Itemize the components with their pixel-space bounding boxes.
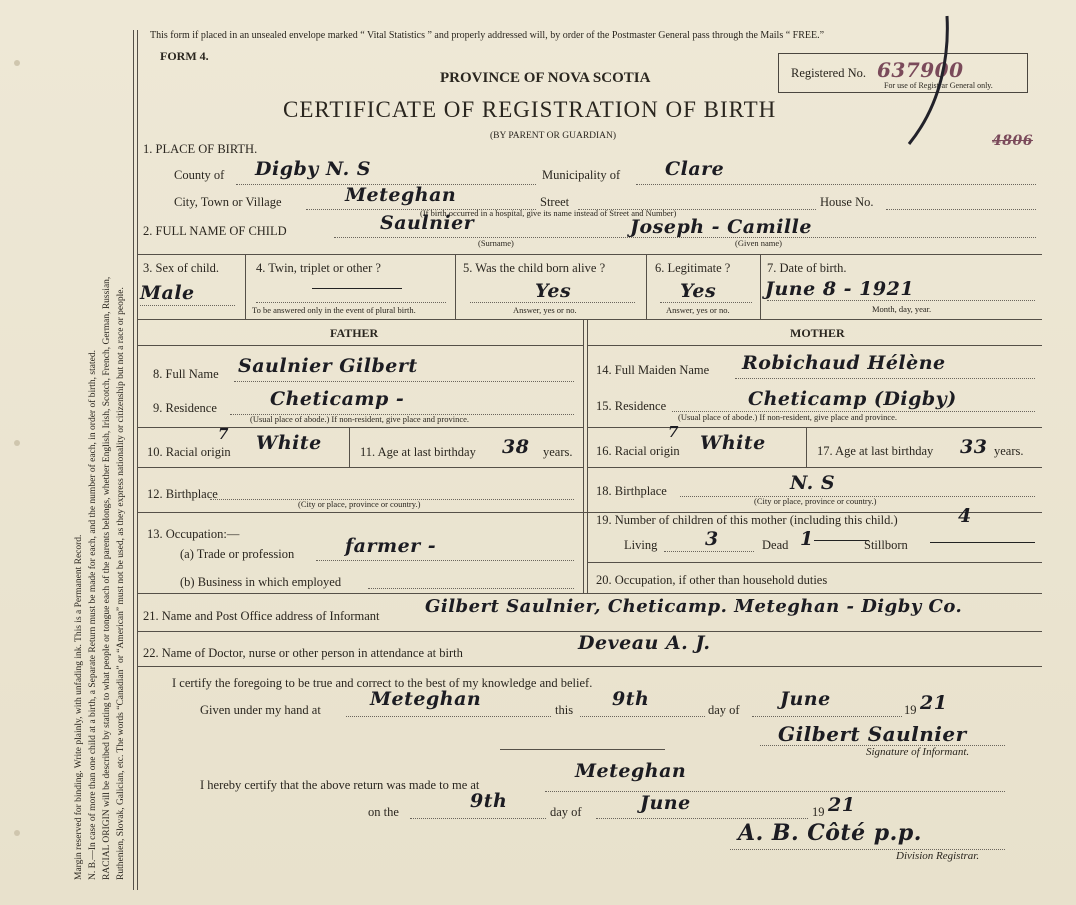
margin-line-4: Ruthenien, Slovak, Galician, etc. The words “Canadian” or “American” must not be used, as they express nationality or citizenship but not a race or people. — [116, 287, 126, 880]
mother-age-label: 17. Age at last birthday — [817, 444, 934, 458]
mother-occupation-label: 20. Occupation, if other than household duties — [596, 573, 828, 587]
father-residence-label: 9. Residence — [153, 401, 217, 415]
mother-birthplace-caption: (City or place, province or country.) — [754, 496, 877, 506]
born-alive-label: 5. Was the child born alive ? — [463, 261, 606, 275]
punch-hole — [14, 830, 20, 836]
registrar-day-line — [410, 818, 546, 819]
separator-rule — [500, 749, 665, 750]
mother-residence-value: Cheticamp (Digby) — [748, 388, 957, 410]
mother-birthplace-label: 18. Birthplace — [596, 484, 667, 498]
doctor-label: 22. Name of Doctor, nurse or other person in attendance at birth — [143, 646, 463, 660]
father-racial-mark: 7 — [218, 425, 229, 443]
mother-age-value: 33 — [960, 436, 988, 458]
mother-name-line — [735, 378, 1035, 379]
cell-divider — [349, 427, 350, 467]
form-left-border — [133, 30, 134, 890]
trade-label: (a) Trade or profession — [180, 547, 295, 561]
given-year-prefix: 19 — [904, 703, 917, 717]
living-value: 3 — [705, 528, 719, 550]
row-rule — [137, 467, 583, 468]
dead-value: 1 — [800, 528, 814, 550]
father-birthplace-caption: (City or place, province or country.) — [298, 499, 421, 509]
place-of-birth-heading: 1. PLACE OF BIRTH. — [143, 142, 258, 156]
given-month-value: June — [780, 688, 831, 710]
living-line — [664, 551, 754, 552]
mother-heading-rule — [588, 345, 1042, 346]
punch-hole — [14, 60, 20, 66]
informant-label: 21. Name and Post Office address of Informant — [143, 609, 380, 623]
twin-line — [256, 302, 446, 303]
child-surname-value: Saulnier — [380, 212, 475, 234]
registrar-text: I hereby certify that the above return was made to me at — [200, 778, 480, 792]
registrar-place-value: Meteghan — [575, 760, 687, 782]
county-label: County of — [174, 168, 225, 182]
house-number-label: House No. — [820, 195, 874, 209]
house-number-line — [886, 209, 1036, 210]
registrar-day-value: 9th — [470, 790, 508, 812]
given-day-line — [580, 716, 705, 717]
mother-racial-mark: 7 — [668, 423, 679, 441]
father-name-value: Saulnier Gilbert — [238, 355, 418, 377]
registered-label: Registered No. — [791, 66, 866, 80]
surname-caption: (Surname) — [478, 238, 514, 248]
certify-text: I certify the foregoing to be true and correct to the best of my knowledge and belief. — [172, 676, 593, 690]
sex-label: 3. Sex of child. — [143, 261, 220, 275]
row-rule — [137, 427, 583, 428]
father-racial-label: 10. Racial origin — [147, 445, 231, 459]
sex-value: Male — [140, 282, 195, 304]
margin-instructions — [72, 277, 128, 880]
father-heading: FATHER — [330, 326, 379, 340]
date-of-birth-caption: Month, day, year. — [872, 304, 932, 314]
mother-name-value: Robichaud Hélène — [742, 352, 946, 374]
born-alive-value: Yes — [535, 280, 572, 302]
business-line — [368, 588, 574, 589]
municipality-label: Municipality of — [542, 168, 621, 182]
cell-divider — [455, 254, 456, 319]
father-name-label: 8. Full Name — [153, 367, 219, 381]
legitimate-line — [660, 302, 752, 303]
date-of-birth-label: 7. Date of birth. — [767, 261, 847, 275]
registrar-month-value: June — [640, 792, 691, 814]
date-of-birth-line — [767, 300, 1035, 301]
father-heading-rule — [137, 345, 583, 346]
legitimate-value: Yes — [680, 280, 717, 302]
informant-signature: Gilbert Saulnier — [778, 722, 967, 746]
twin-dash — [312, 288, 402, 289]
registered-number: 637900 — [877, 58, 964, 82]
row-rule — [588, 562, 1042, 563]
row-rule — [588, 427, 1042, 428]
children-count-value: 4 — [958, 505, 972, 527]
cell-divider — [245, 254, 246, 319]
father-age-value: 38 — [502, 436, 530, 458]
cell-divider — [806, 427, 807, 467]
mother-racial-label: 16. Racial origin — [596, 444, 680, 458]
mother-residence-caption: (Usual place of abode.) If non-resident, give place and province. — [678, 412, 898, 422]
province-heading: PROVINCE OF NOVA SCOTIA — [440, 70, 651, 86]
given-place-value: Meteghan — [370, 688, 482, 710]
sex-line — [140, 305, 235, 306]
father-birthplace-label: 12. Birthplace — [147, 487, 218, 501]
parents-divider-inner — [587, 319, 588, 593]
informant-signature-caption: Signature of Informant. — [866, 746, 970, 758]
twin-note: To be answered only in the event of plural birth. — [252, 305, 416, 315]
parents-divider — [583, 319, 584, 593]
street-label: Street — [540, 195, 570, 209]
registrar-year-value: 21 — [828, 794, 856, 816]
doctor-value: Deveau A. J. — [578, 632, 711, 654]
dead-label: Dead — [762, 538, 789, 552]
row-rule — [137, 593, 1042, 594]
informant-value: Gilbert Saulnier, Cheticamp. Meteghan - Digby Co. — [425, 596, 963, 617]
living-label: Living — [624, 538, 658, 552]
mother-name-label: 14. Full Maiden Name — [596, 363, 710, 377]
twin-label: 4. Twin, triplet or other ? — [256, 261, 381, 275]
given-day-value: 9th — [612, 688, 650, 710]
mother-residence-label: 15. Residence — [596, 399, 667, 413]
registrar-signature: A. B. Côté p.p. — [738, 820, 922, 846]
mother-age-unit: years. — [994, 444, 1024, 458]
on-the-label: on the — [368, 805, 399, 819]
margin-line-2: N. B.—In case of more than one child at a birth, a Separate Return must be made for each, and the number of each, in order of birth, stated. — [88, 350, 98, 880]
child-name-label: 2. FULL NAME OF CHILD — [143, 224, 287, 238]
registrar-day-of-label: day of — [550, 805, 582, 819]
check-stroke-mark — [895, 12, 965, 152]
mother-heading: MOTHER — [790, 326, 845, 340]
registrar-note: For use of Registrar General only. — [884, 81, 993, 90]
cell-divider — [646, 254, 647, 319]
this-label: this — [555, 703, 574, 717]
page-title: CERTIFICATE OF REGISTRATION OF BIRTH — [283, 97, 777, 122]
legitimate-caption: Answer, yes or no. — [666, 305, 730, 315]
stillborn-dash — [930, 542, 1035, 543]
legitimate-label: 6. Legitimate ? — [655, 261, 731, 275]
given-year-value: 21 — [920, 692, 948, 714]
margin-line-3: RACIAL ORIGIN will be described by stating to what people or tongue each of the parents belongs, whether English, Irish, Scotch, French, German, Russian, — [102, 276, 112, 880]
trade-line — [316, 560, 574, 561]
row-rule — [137, 319, 1042, 320]
child-given-name-value: Joseph - Camille — [630, 216, 812, 238]
date-of-birth-value: June 8 - 1921 — [765, 278, 915, 300]
margin-line-1: Margin reserved for binding. Write plainly, with unfading ink. This is a Permanent Record. — [74, 534, 84, 880]
registrar-year-prefix: 19 — [812, 805, 825, 819]
corner-mark: 4806 — [992, 133, 1033, 149]
registrar-place-line — [545, 791, 1005, 792]
punch-hole — [14, 440, 20, 446]
row-rule — [137, 254, 1042, 255]
father-occupation-label: 13. Occupation:— — [147, 527, 240, 541]
children-count-label: 19. Number of children of this mother (including this child.) — [596, 513, 898, 527]
given-name-caption: (Given name) — [735, 238, 782, 248]
stillborn-label: Stillborn — [864, 538, 908, 552]
city-label: City, Town or Village — [174, 195, 282, 209]
form-left-border-inner — [137, 30, 138, 890]
mail-note: This form if placed in an unsealed envelope marked “ Vital Statistics ” and properly addressed will, by order of the Postmaster General pass through the Mails “ FREE.” — [150, 30, 825, 41]
registrar-month-line — [596, 818, 808, 819]
row-rule — [588, 467, 1042, 468]
row-rule — [137, 512, 1042, 513]
mother-birthplace-value: N. S — [790, 472, 836, 494]
father-name-line — [234, 381, 574, 382]
business-label: (b) Business in which employed — [180, 575, 342, 589]
hospital-note: (If birth occurred in a hospital, give its name instead of Street and Number) — [420, 208, 677, 218]
county-value: Digby N. S — [255, 158, 372, 180]
given-place-line — [346, 716, 551, 717]
form-number: FORM 4. — [160, 49, 209, 63]
given-label: Given under my hand at — [200, 703, 321, 717]
registrar-signature-caption: Division Registrar. — [896, 850, 980, 862]
row-rule — [137, 666, 1042, 667]
dead-dash — [814, 540, 869, 541]
born-alive-caption: Answer, yes or no. — [513, 305, 577, 315]
page-subtitle: (BY PARENT OR GUARDIAN) — [490, 131, 617, 141]
mother-racial-value: White — [700, 432, 766, 454]
father-residence-value: Cheticamp - — [270, 388, 405, 410]
child-name-line — [334, 237, 1036, 238]
father-age-unit: years. — [543, 445, 573, 459]
trade-value: farmer - — [345, 535, 437, 557]
municipality-value: Clare — [665, 158, 725, 180]
born-alive-line — [470, 302, 635, 303]
father-residence-caption: (Usual place of abode.) If non-resident, give place and province. — [250, 414, 470, 424]
father-age-label: 11. Age at last birthday — [360, 445, 476, 459]
father-racial-value: White — [256, 432, 322, 454]
cell-divider — [760, 254, 761, 319]
city-value: Meteghan — [345, 184, 457, 206]
given-month-line — [752, 716, 902, 717]
given-day-of-label: day of — [708, 703, 740, 717]
municipality-line — [636, 184, 1036, 185]
